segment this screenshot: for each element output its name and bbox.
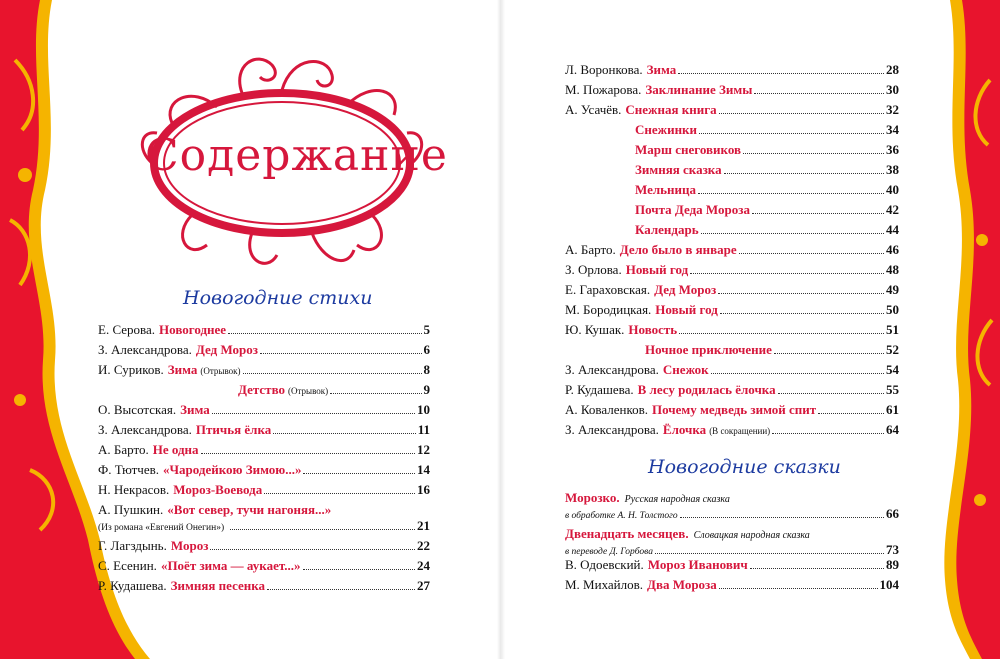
- toc-page-number: 66: [886, 506, 899, 521]
- toc-page-number: 51: [886, 322, 899, 337]
- toc-page-number: 12: [417, 442, 430, 457]
- toc-author: Н. Некрасов.: [98, 482, 170, 497]
- toc-entry[interactable]: [565, 422, 899, 438]
- toc-page-number: 52: [886, 342, 899, 357]
- toc-work-title: Новогоднее: [159, 322, 227, 337]
- toc-work-note: Словацкая народная сказка: [693, 530, 810, 541]
- toc-work-title: Два Мороза: [647, 577, 717, 592]
- toc-page-number: 48: [886, 262, 899, 277]
- toc-work-title: В лесу родилась ёлочка: [637, 382, 776, 397]
- toc-author: Ф. Тютчев.: [98, 462, 159, 477]
- toc-page-number: 49: [886, 282, 899, 297]
- toc-work-title: Дело было в январе: [619, 242, 737, 257]
- toc-entry[interactable]: [98, 342, 430, 358]
- toc-page-number: 104: [879, 577, 899, 592]
- toc-dot-leader: [680, 517, 884, 518]
- toc-work-title: Снежок: [662, 362, 709, 377]
- toc-work-title: Мороз: [170, 538, 209, 553]
- toc-dot-leader: [679, 333, 884, 334]
- toc-entry[interactable]: [565, 342, 899, 358]
- toc-page-number: 54: [886, 362, 899, 377]
- toc-entry[interactable]: [98, 462, 430, 478]
- toc-work-title: «Вот север, тучи нагоняя...»: [167, 502, 332, 517]
- toc-page-number: 64: [886, 422, 899, 437]
- toc-page-number: 36: [886, 142, 899, 157]
- toc-page-number: 32: [886, 102, 899, 117]
- toc-work-title: Мельница: [635, 182, 697, 197]
- toc-page-number: 24: [417, 558, 430, 573]
- toc-author: Е. Гараховская.: [565, 282, 651, 297]
- toc-author: А. Пушкин.: [98, 502, 164, 517]
- toc-work-title: Снежинки: [635, 122, 698, 137]
- toc-dot-leader: [772, 433, 884, 434]
- toc-work-title: Мороз-Воевода: [173, 482, 263, 497]
- toc-author: М. Бородицкая.: [565, 302, 652, 317]
- toc-page-number: 61: [886, 402, 899, 417]
- toc-entry[interactable]: [565, 62, 899, 78]
- toc-entry[interactable]: [565, 142, 899, 158]
- toc-page-number: 14: [417, 462, 430, 477]
- toc-dot-leader: [701, 233, 884, 234]
- toc-entry[interactable]: [565, 262, 899, 278]
- toc-author: С. Есенин.: [98, 558, 157, 573]
- toc-work-title: Зимняя сказка: [635, 162, 722, 177]
- toc-author: М. Пожарова.: [565, 82, 642, 97]
- toc-entry[interactable]: [98, 322, 430, 338]
- toc-dot-leader: [719, 113, 884, 114]
- toc-dot-leader: [264, 493, 415, 494]
- toc-page-number: 73: [886, 542, 899, 557]
- toc-entry[interactable]: [98, 382, 430, 398]
- toc-author: Ю. Кушак.: [565, 322, 625, 337]
- toc-work-title: Почта Деда Мороза: [635, 202, 750, 217]
- toc-entry[interactable]: [565, 282, 899, 298]
- right-ornamental-border: [910, 0, 1000, 659]
- toc-entry[interactable]: [98, 518, 430, 534]
- toc-dot-leader: [655, 553, 884, 554]
- toc-page-number: 16: [417, 482, 430, 497]
- toc-work-title: Дед Мороз: [654, 282, 717, 297]
- page-spine: [497, 0, 505, 659]
- toc-entry[interactable]: [565, 506, 899, 522]
- toc-entry[interactable]: [565, 222, 899, 238]
- toc-entry[interactable]: [98, 482, 430, 498]
- toc-page-number: 40: [886, 182, 899, 197]
- toc-dot-leader: [774, 353, 884, 354]
- toc-entry[interactable]: [565, 302, 899, 318]
- toc-entry[interactable]: [565, 122, 899, 138]
- toc-work-title: Дед Мороз: [195, 342, 259, 357]
- toc-entry[interactable]: [565, 577, 899, 593]
- toc-page-number: 27: [417, 578, 430, 593]
- toc-page-number: 8: [423, 362, 430, 377]
- toc-entry[interactable]: [565, 382, 899, 398]
- toc-author: (Из романа «Евгений Онегин»): [98, 523, 225, 533]
- toc-dot-leader: [273, 433, 415, 434]
- toc-work-title: Марш снеговиков: [635, 142, 742, 157]
- toc-dot-leader: [303, 473, 415, 474]
- toc-page-number: 42: [886, 202, 899, 217]
- toc-page-number: 38: [886, 162, 899, 177]
- toc-dot-leader: [210, 549, 415, 550]
- toc-work-title: Ночное приключение: [645, 342, 772, 357]
- toc-dot-leader: [303, 569, 416, 570]
- toc-author: М. Михайлов.: [565, 577, 644, 592]
- toc-work-title: Зима: [646, 62, 677, 77]
- toc-page-number: 10: [417, 402, 430, 417]
- toc-dot-leader: [739, 253, 884, 254]
- toc-dot-leader: [719, 588, 878, 589]
- toc-dot-leader: [724, 173, 884, 174]
- toc-entry[interactable]: [98, 578, 430, 594]
- toc-dot-leader: [718, 293, 884, 294]
- toc-dot-leader: [720, 313, 884, 314]
- toc-work-title: «Поёт зима — аукает...»: [160, 558, 301, 573]
- toc-entry[interactable]: [565, 202, 899, 218]
- toc-work-note: Русская народная сказка: [624, 494, 730, 505]
- toc-entry[interactable]: [565, 490, 899, 506]
- toc-dot-leader: [330, 393, 421, 394]
- toc-author: З. Александрова.: [565, 362, 659, 377]
- toc-page-number: 55: [886, 382, 899, 397]
- poems-heading: Новогодние стихи: [183, 287, 373, 309]
- toc-page-number: 50: [886, 302, 899, 317]
- toc-author: З. Александрова.: [98, 422, 192, 437]
- toc-dot-leader: [711, 373, 884, 374]
- toc-work-title: Новость: [628, 322, 678, 337]
- toc-work-title: Птичья ёлка: [195, 422, 272, 437]
- toc-note: (Отрывок): [200, 366, 241, 376]
- toc-entry[interactable]: [98, 502, 430, 518]
- toc-dot-leader: [201, 453, 415, 454]
- toc-work-title: Новый год: [625, 262, 689, 277]
- toc-entry[interactable]: [98, 422, 430, 438]
- toc-author: Р. Кудашева.: [98, 578, 167, 593]
- toc-work-title: Новый год: [655, 302, 718, 317]
- toc-entry[interactable]: [565, 526, 899, 542]
- toc-work-title: Снежная книга: [625, 102, 717, 117]
- toc-page-number: 21: [417, 518, 430, 533]
- toc-work-title: Морозко.: [565, 490, 620, 505]
- toc-dot-leader: [698, 193, 884, 194]
- toc-entry[interactable]: [98, 442, 430, 458]
- toc-dot-leader: [778, 393, 884, 394]
- toc-dot-leader: [243, 373, 422, 374]
- toc-entry[interactable]: [565, 242, 899, 258]
- toc-page-number: 22: [417, 538, 430, 553]
- toc-dot-leader: [212, 413, 415, 414]
- toc-entry[interactable]: [98, 558, 430, 574]
- toc-dot-leader: [690, 273, 884, 274]
- toc-subtitle: в переводе Д. Горбова: [565, 547, 653, 557]
- toc-page-number: 11: [417, 422, 430, 437]
- toc-work-title: Зима: [167, 362, 198, 377]
- toc-author: А. Барто.: [98, 442, 149, 457]
- toc-page-number: 28: [886, 62, 899, 77]
- toc-entry[interactable]: [565, 402, 899, 418]
- toc-dot-leader: [699, 133, 884, 134]
- toc-author: А. Коваленков.: [565, 402, 649, 417]
- toc-dot-leader: [743, 153, 884, 154]
- toc-page-number: 44: [886, 222, 899, 237]
- toc-page-number: 9: [423, 382, 430, 397]
- toc-author: В. Одоевский.: [565, 557, 644, 572]
- toc-work-title: Почему медведь зимой спит: [652, 402, 817, 417]
- toc-author: Р. Кудашева.: [565, 382, 634, 397]
- toc-entry[interactable]: [565, 102, 899, 118]
- page-title: Содержание: [145, 130, 448, 181]
- tales-heading: Новогодние сказки: [648, 456, 841, 478]
- toc-page-number: 30: [886, 82, 899, 97]
- toc-dot-leader: [260, 353, 421, 354]
- toc-work-title: Заклинание Зимы: [645, 82, 753, 97]
- toc-entry[interactable]: [565, 182, 899, 198]
- toc-author: З. Александрова.: [565, 422, 659, 437]
- toc-page-number: 5: [423, 322, 430, 337]
- toc-work-title: «Чародейкою Зимою...»: [162, 462, 302, 477]
- toc-page-number: 34: [886, 122, 899, 137]
- toc-note: (Отрывок): [288, 386, 329, 396]
- toc-author: И. Суриков.: [98, 362, 164, 377]
- toc-entry[interactable]: [565, 542, 899, 558]
- toc-dot-leader: [678, 73, 884, 74]
- toc-dot-leader: [230, 529, 415, 530]
- toc-entry[interactable]: [98, 402, 430, 418]
- toc-entry[interactable]: [565, 362, 899, 378]
- toc-dot-leader: [754, 93, 884, 94]
- toc-work-title: Ёлочка: [662, 422, 707, 437]
- toc-entry[interactable]: [98, 362, 430, 378]
- toc-page-number: 6: [423, 342, 430, 357]
- toc-entry[interactable]: [565, 162, 899, 178]
- toc-work-title: Мороз Иванович: [647, 557, 748, 572]
- toc-entry[interactable]: [565, 322, 899, 338]
- toc-subtitle: в обработке А. Н. Толстого: [565, 511, 678, 521]
- toc-dot-leader: [818, 413, 884, 414]
- toc-author: З. Александрова.: [98, 342, 192, 357]
- toc-author: Е. Серова.: [98, 322, 156, 337]
- toc-page-number: 46: [886, 242, 899, 257]
- toc-author: З. Орлова.: [565, 262, 622, 277]
- toc-dot-leader: [750, 568, 884, 569]
- toc-author: Г. Лагздынь.: [98, 538, 167, 553]
- toc-author: Л. Воронкова.: [565, 62, 643, 77]
- toc-work-title: Детство: [238, 382, 286, 397]
- toc-author: А. Барто.: [565, 242, 616, 257]
- toc-work-title: Не одна: [152, 442, 199, 457]
- toc-dot-leader: [228, 333, 421, 334]
- toc-dot-leader: [267, 589, 415, 590]
- toc-work-title: Календарь: [635, 222, 699, 237]
- toc-work-title: Двенадцать месяцев.: [565, 526, 689, 541]
- toc-entry[interactable]: [565, 557, 899, 573]
- toc-work-title: Зима: [180, 402, 210, 417]
- toc-entry[interactable]: [565, 82, 899, 98]
- toc-entry[interactable]: [98, 538, 430, 554]
- toc-author: О. Высотская.: [98, 402, 177, 417]
- toc-dot-leader: [752, 213, 884, 214]
- toc-work-title: Зимняя песенка: [170, 578, 266, 593]
- toc-page-number: 89: [886, 557, 899, 572]
- toc-author: А. Усачёв.: [565, 102, 622, 117]
- toc-note: (В сокращении): [709, 426, 771, 436]
